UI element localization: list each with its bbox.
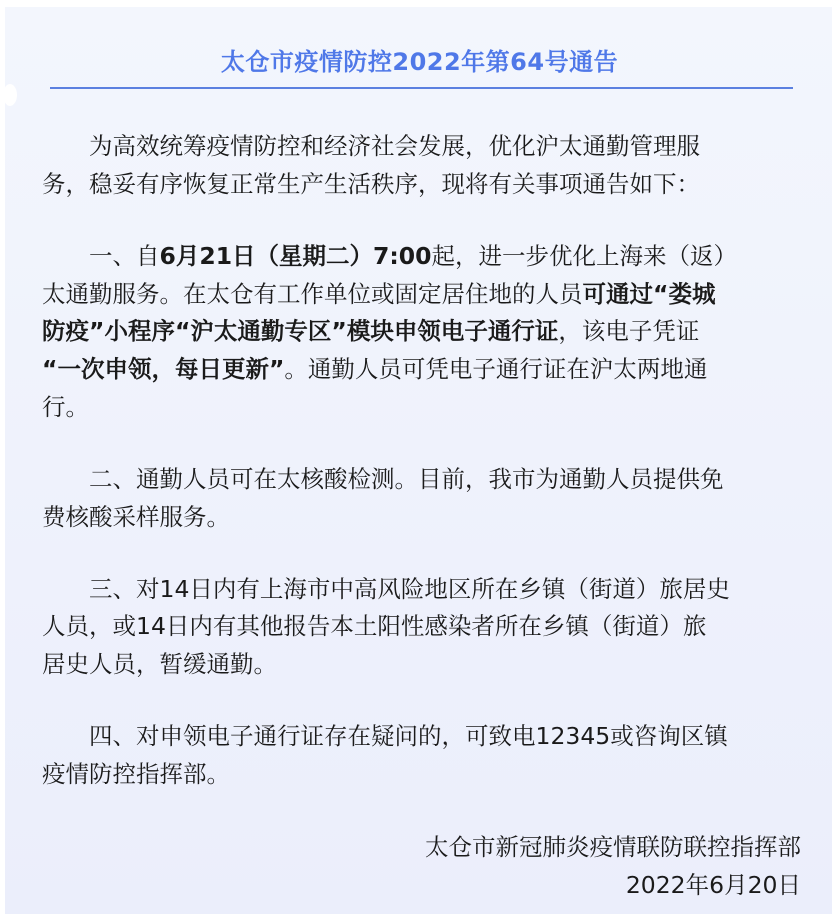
bold-text: 6月21日（星期二）7:00 — [159, 241, 432, 270]
paragraph — [42, 238, 812, 426]
text-line — [42, 499, 812, 537]
notice-title: 太仓市疫情防控2022年第64号通告 — [220, 48, 619, 76]
bold-text: “一次申领，每日更新” — [42, 354, 285, 383]
text-line — [42, 276, 812, 314]
text-segment: 为高效统筹疫情防控和经济社会发展，优化沪太通勤管理服 — [42, 132, 700, 160]
title-divider — [50, 87, 793, 89]
text-line — [42, 756, 812, 794]
text-line — [42, 351, 812, 389]
text-line — [42, 571, 812, 609]
text-segment: 疫情防控指挥部。 — [42, 759, 230, 788]
text-line — [42, 128, 812, 166]
text-segment: 一、自 — [42, 241, 160, 270]
text-segment: 起，进一步优化上海来（返） — [431, 241, 738, 270]
text-segment: 太通勤服务。在太仓有工作单位或固定居住地的人员 — [42, 279, 583, 308]
text-segment: 二、通勤人员可在太核酸检测。目前，我市为通勤人员提供免 — [42, 464, 724, 493]
text-segment: 四、对申领电子通行证存在疑问的，可致电12345或咨询区镇 — [42, 722, 728, 751]
signature — [425, 829, 801, 904]
text-segment: 人员，或14日内有其他报告本土阳性感染者所在乡镇（街道）旅 — [42, 612, 707, 641]
text-segment: 费核酸采样服务。 — [42, 502, 230, 531]
text-segment: 居史人员，暂缓通勤。 — [42, 650, 277, 679]
paragraph — [42, 461, 812, 536]
signature-org: 太仓市新冠肺炎疫情联防联控指挥部 — [425, 833, 801, 861]
text-line — [42, 238, 812, 276]
paragraph — [42, 128, 812, 203]
bold-text: 防疫”小程序“沪太通勤专区”模块申领电子通行证 — [42, 317, 559, 346]
paragraph — [42, 718, 812, 793]
left-notch — [3, 84, 17, 106]
text-segment: 行。 — [42, 392, 89, 421]
signature-date: 2022年6月20日 — [625, 870, 801, 899]
text-segment: 三、对14日内有上海市中高风险地区所在乡镇（街道）旅居史 — [42, 574, 730, 603]
paragraph — [42, 571, 812, 684]
text-segment: 务，稳妥有序恢复正常生产生活秩序，现将有关事项通告如下： — [42, 169, 700, 198]
text-line — [42, 389, 812, 427]
text-line — [42, 313, 812, 351]
right-notch — [834, 84, 839, 106]
notice-body — [42, 128, 812, 828]
text-line — [42, 646, 812, 684]
text-line — [42, 718, 812, 756]
text-line — [42, 608, 812, 646]
text-line — [42, 461, 812, 499]
text-segment: ，该电子凭证 — [558, 317, 700, 346]
text-line — [42, 166, 812, 204]
text-segment: 。通勤人员可凭电子通行证在沪太两地通 — [284, 354, 708, 383]
bold-text: 可通过“娄城 — [582, 279, 716, 308]
